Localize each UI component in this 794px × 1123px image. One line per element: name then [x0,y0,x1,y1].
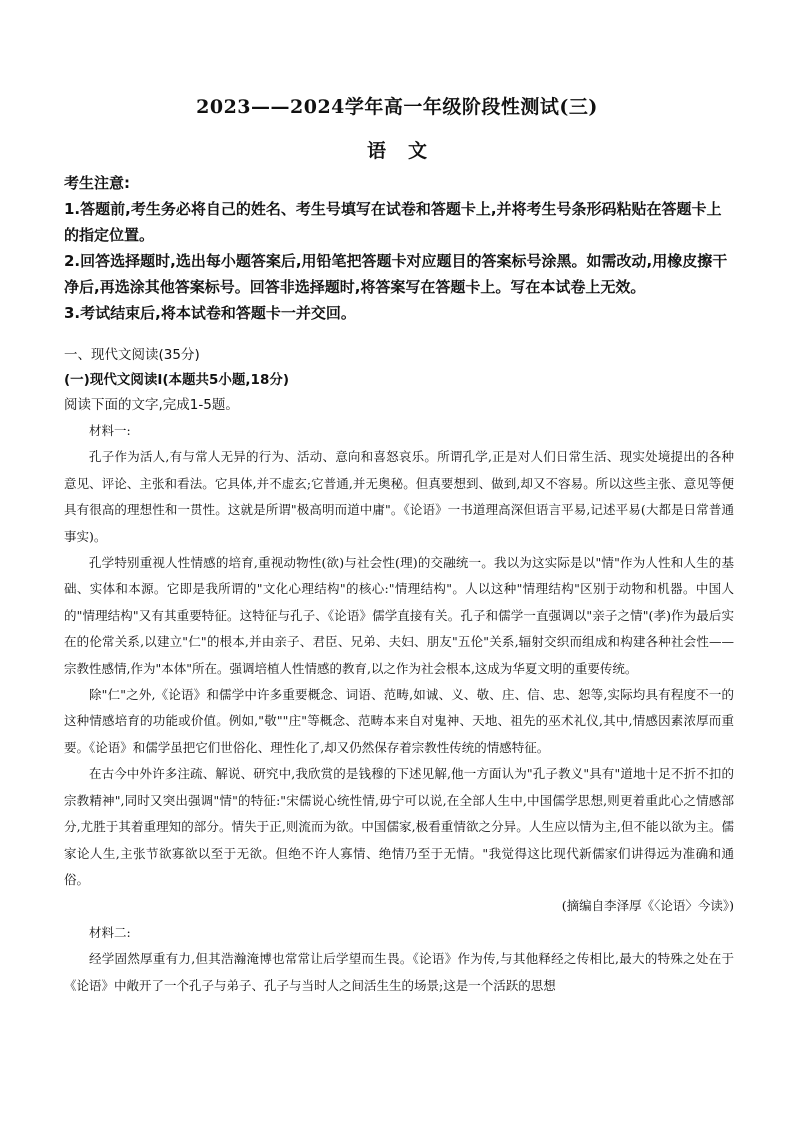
candidate-notice [64,170,734,326]
exam-title: 2023——2024学年高一年级阶段性测试(三) [196,96,598,118]
material-label: 材料二: [89,924,131,940]
material-label: 材料一: [89,423,131,438]
passage-paragraph: 经学固然厚重有力,但其浩瀚淹博也常常让后学望而生畏。《论语》作为传,与其他释经之传相比,最大的特殊之处在于《论语》中敞开了一个孔子与弟子、孔子与当时人之间活生生的场景;这是一个活跃的思想 [64,951,734,993]
sub-section-title: (一)现代文阅读Ⅰ(本题共5小题,18分) [64,372,290,388]
passage-paragraph: 在古今中外许多注疏、解说、研究中,我欣赏的是钱穆的下述见解,他一方面认为"孔子教义"具有"道地十足不折不扣的宗教精神",同时又突出强调"情"的特征:"宋儒说心统性情,毋宁可以说,在全部人生中,中国儒学思想,则更着重此心之情感部分,尤胜于其着重理知的部分。情失于正,则流而为欲。中国儒家,极看重情欲之分异。人生应以情为主,但不能以欲为主。儒家论人生,主张节欲寡欲以至于无欲。但绝不许人寡情、绝情乃至于无情。"我觉得这比现代新儒家们讲得远为准确和通俗。 [64,766,734,887]
part-title: 一、现代文阅读(35分) [64,347,200,363]
notice-item: 3.考试结束后,将本试卷和答题卡一并交回。 [64,304,356,322]
notice-item: 1.答题前,考生务必将自己的姓名、考生号填写在试卷和答题卡上,并将考生号条形码粘贴在答题卡上的指定位置。 [64,200,722,244]
passage-paragraph: 孔子作为活人,有与常人无异的行为、活动、意向和喜怒哀乐。所谓孔学,正是对人们日常生活、现实处境提出的各种意见、评论、主张和看法。它具体,并不虚玄;它普通,并无奥秘。但真要想到、做到,却又不容易。所以这些主张、意见等便具有很高的理想性和一贯性。这就是所谓"极高明而道中庸"。《论语》一书道理高深但语言平易,记述平易(大都是日常普通事实)。 [64,449,734,544]
source-citation: (摘编自李泽厚《〈论语〉今读》) [561,898,734,914]
passage-paragraph: 除"仁"之外,《论语》和儒学中许多重要概念、词语、范畴,如诚、义、敬、庄、信、忠、恕等,实际均具有程度不一的这种情感培育的功能或价值。例如,"敬""庄"等概念、范畴本来自对鬼神、天地、祖先的巫术礼仪,其中,情感因素浓厚而重要。《论语》和儒学虽把它们世俗化、理性化了,却又仍然保存着宗教性传统的情感特征。 [64,687,734,755]
notice-heading: 考生注意: [64,174,130,192]
notice-item: 2.回答选择题时,选出每小题答案后,用铅笔把答题卡对应题目的答案标号涂黑。如需改动,用橡皮擦干净后,再选涂其他答案标号。回答非选择题时,将答案写在答题卡上。写在本试卷上无效。 [64,252,728,296]
subject-title: 语文 [366,140,449,162]
reading-instruction: 阅读下面的文字,完成1-5题。 [64,397,239,413]
passage-paragraph: 孔学特别重视人性情感的培育,重视动物性(欲)与社会性(理)的交融统一。我以为这实际是以"情"作为人性和人生的基础、实体和本源。它即是我所谓的"文化心理结构"的核心:"情理结构"。人以这种"情理结构"区别于动物和机器。中国人的"情理结构"又有其重要特征。这特征与孔子、《论语》儒学直接有关。孔子和儒学一直强调以"亲子之情"(孝)作为最后实在的伦常关系,以建立"仁"的根本,并由亲子、君臣、兄弟、夫妇、朋友"五伦"关系,辐射交织而组成和构建各种社会性——宗教性感情,作为"本体"所在。强调培植人性情感的教育,以之作为社会根本,这成为华夏文明的重要传统。 [64,555,734,676]
reading-passage [64,418,734,999]
